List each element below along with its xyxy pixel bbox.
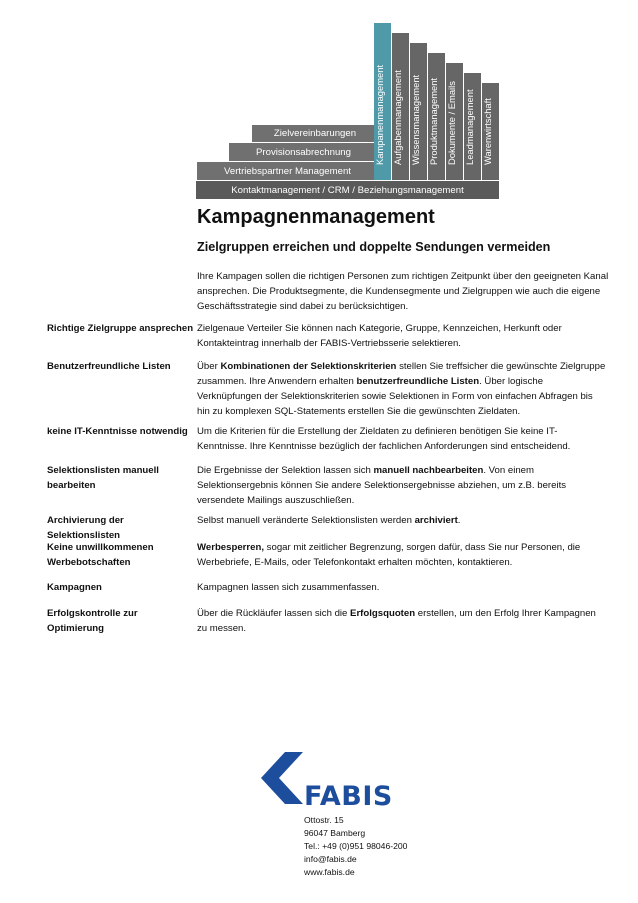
page-title: Kampagnenmanagement xyxy=(197,206,435,228)
feature-label: Kampagnen xyxy=(47,582,102,593)
contact-web[interactable]: www.fabis.de xyxy=(304,867,355,877)
feature-text: Über xyxy=(197,361,221,372)
feature-text: Zielgenaue Verteiler Sie können nach Kategorie, Gruppe, Kennzeichen, Herkunft oder Kontakteintrag innerhalb der FABIS-Vertriebsserie selektieren. xyxy=(197,323,562,349)
step-zielvereinbarungen-label: Zielvereinbarungen xyxy=(273,128,357,139)
feature-label: Erfolgskontrolle zur Optimierung xyxy=(47,608,138,634)
step-provisionsabrechnung xyxy=(229,143,374,161)
intro-paragraph: Ihre Kampagen sollen die richtigen Personen zum richtigen Zeitpunkt über den geeigneten Kanal ansprechen. Die Produktsegmente, die Kundensegmente und Zielgruppen wie auch die eigene Geschäftsstrategie sind dabei zu berücksichtigen. xyxy=(197,271,609,312)
feature-text: . Über logische Verknüpfungen der Selektionskriterien sowie Selektionen in Form von einfachen Abfragen bis hin zu komplexen SQL-Statements erstellen Sie die gewünschten Zieldaten. xyxy=(197,376,593,417)
contact-city: 96047 Bamberg xyxy=(304,828,366,838)
feature-label: Richtige Zielgruppe ansprechen xyxy=(47,323,194,334)
feature-description xyxy=(197,463,607,508)
feature-description xyxy=(197,540,607,570)
column-aufgabenmanagement xyxy=(392,33,409,180)
feature-highlight: Kombinationen der Selektionskriterien xyxy=(220,361,397,372)
step-vertriebspartner-label: Vertriebspartner Management xyxy=(224,165,351,177)
step-provisionsabrechnung-label: Provisionsabrechnung xyxy=(256,146,351,158)
feature-label: Selektionslisten manuell bearbeiten xyxy=(47,465,159,491)
column-kampanenmanagement-label: Kampanenmanagement xyxy=(374,64,385,165)
feature-label: keine IT-Kenntnisse notwendig xyxy=(47,426,188,437)
feature-highlight: archiviert xyxy=(414,515,458,526)
page-subtitle: Zielgruppen erreichen und doppelte Sendungen vermeiden xyxy=(197,240,551,254)
step-kontaktmanagement xyxy=(196,181,499,199)
logo-text: FABIS xyxy=(304,781,393,812)
header-graphic xyxy=(196,18,500,203)
feature-text: Über die Rückläufer lassen sich die xyxy=(197,608,351,619)
feature-description xyxy=(197,321,607,351)
contact-email[interactable]: info@fabis.de xyxy=(304,854,357,864)
feature-label: Keine unwillkommenen Werbebotschaften xyxy=(47,542,154,568)
contact-block xyxy=(304,814,407,879)
feature-description xyxy=(197,424,607,454)
column-produktmanagement-label: Produktmanagement xyxy=(428,77,439,165)
feature-highlight: manuell nachbearbeiten xyxy=(373,465,484,476)
step-zielvereinbarungen xyxy=(252,125,374,142)
step-vertriebspartner xyxy=(197,162,374,180)
contact-street: Ottostr. 15 xyxy=(304,815,344,825)
feature-description xyxy=(197,359,607,419)
feature-highlight: Erfolgsquoten xyxy=(350,608,416,619)
column-wissensmanagement-label: Wissensmanagement xyxy=(410,74,421,165)
feature-text: . Von einem Selektionsergebnis können Sie andere Selektionsergebnisse abziehen, um z.B. bereits versendete Mailings auszuschließen. xyxy=(197,465,567,506)
feature-label: Benutzerfreundliche Listen xyxy=(47,361,171,372)
feature-highlight: Werbesperren, xyxy=(197,542,265,553)
step-kontaktmanagement-label: Kontaktmanagement / CRM / Beziehungsmanagement xyxy=(231,184,464,196)
feature-text: erstellen, um den Erfolg Ihrer Kampagnen zu messen. xyxy=(197,608,596,634)
feature-text: stellen Sie treffsicher die gewünschte Zielgruppe zusammen. Ihre Anwendern erhalten xyxy=(197,361,606,387)
feature-description xyxy=(197,513,607,528)
column-dokumente-emails-label: Dokumente / Emails xyxy=(446,81,457,165)
column-leadmanagement-label: Leadmanagement xyxy=(464,89,475,165)
column-kampanenmanagement xyxy=(374,23,391,180)
column-wissensmanagement xyxy=(410,43,427,180)
feature-text: Selbst manuell veränderte Selektionslisten werden xyxy=(197,515,415,526)
column-produktmanagement xyxy=(428,53,445,180)
feature-text: sogar mit zeitlicher Begrenzung, sorgen dafür, dass Sie nur Personen, die Werbebriefe, E-Mails, oder Telefonkontakt erhalten möchten, kontaktieren. xyxy=(197,542,581,568)
column-warenwirtschaft xyxy=(482,83,499,180)
feature-text: Um die Kriterien für die Erstellung der Zieldaten zu definieren benötigen Sie keine IT-Kenntnisse. Ihre Kenntnisse bezüglich der fachlichen Anforderungen sind entscheidend. xyxy=(197,426,571,452)
feature-label: Archivierung der Selektionslisten xyxy=(47,515,124,541)
feature-description xyxy=(197,580,607,595)
feature-text: Die Ergebnisse der Selektion lassen sich xyxy=(197,465,374,476)
column-warenwirtschaft-label: Warenwirtschaft xyxy=(482,98,493,165)
column-aufgabenmanagement-label: Aufgabenmanagement xyxy=(392,70,403,165)
feature-text: . xyxy=(457,515,461,526)
contact-phone: Tel.: +49 (0)951 98046-200 xyxy=(304,841,408,851)
feature-text: Kampagnen lassen sich zusammenfassen. xyxy=(197,582,380,593)
column-leadmanagement xyxy=(464,73,481,180)
feature-description xyxy=(197,606,607,636)
column-dokumente-emails xyxy=(446,63,463,180)
feature-highlight: benutzerfreundliche Listen xyxy=(356,376,480,387)
